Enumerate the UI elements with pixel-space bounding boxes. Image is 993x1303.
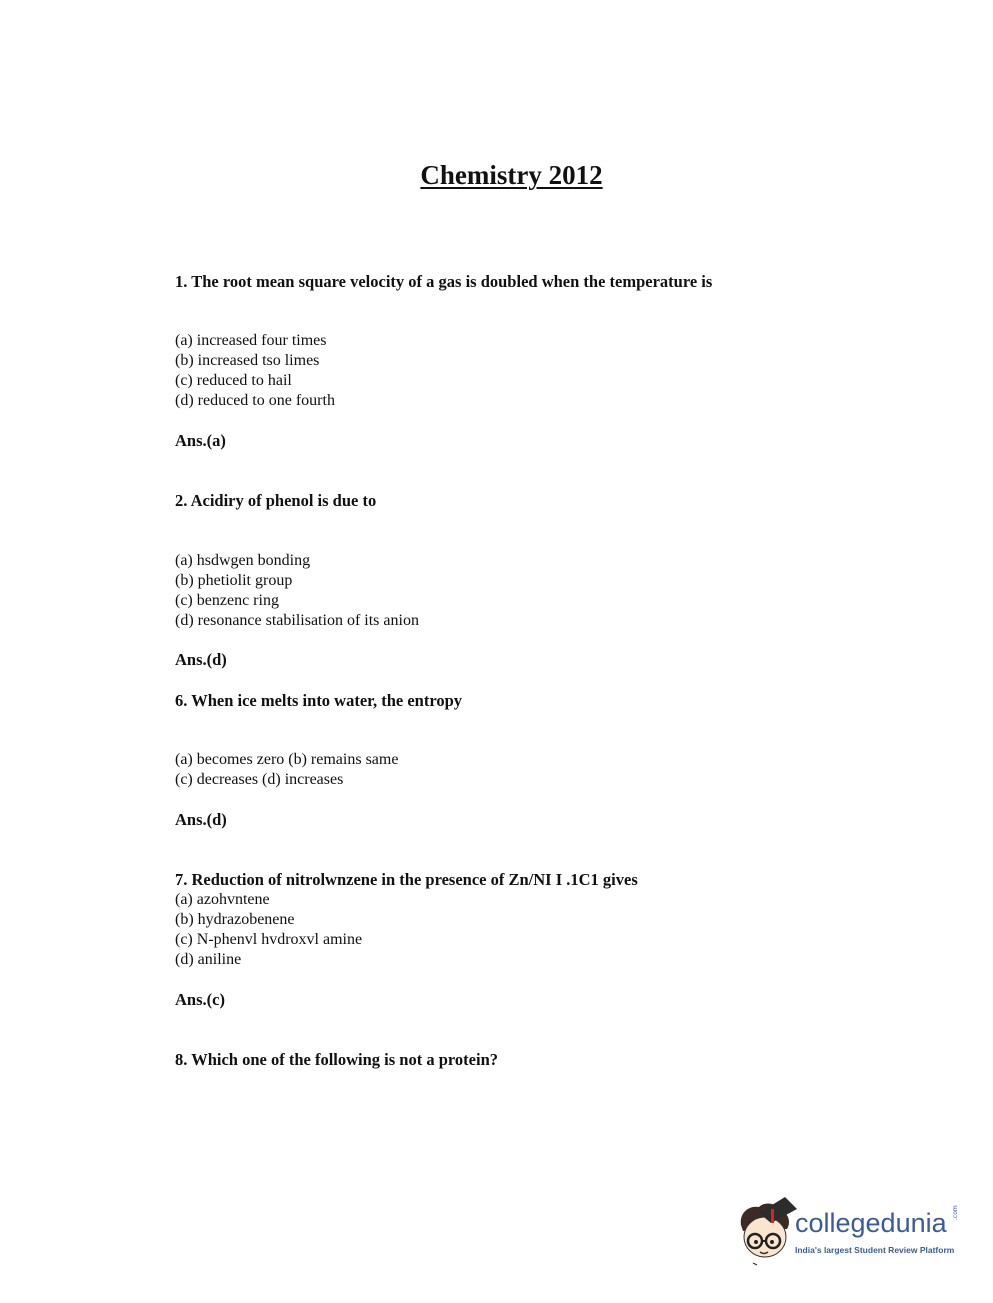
question-7-option-c: (c) N-phenvl hvdroxvl amine [175,931,363,948]
question-6-answer: Ans.(d) [175,810,227,829]
question-2-text: 2. Acidiry of phenol is due to [175,491,377,510]
question-7-option-a: (a) azohvntene [175,891,270,908]
question-1-option-a: (a) increased four times [175,332,327,349]
question-7-text: 7. Reduction of nitrolwnzene in the presence of Zn/NI I .1C1 gives [175,870,638,889]
question-2-option-d: (d) resonance stabilisation of its anion [175,612,419,629]
question-1-answer: Ans.(a) [175,431,226,450]
logo-dotcom: .com [952,1205,959,1220]
question-1-text: 1. The root mean square velocity of a gas is doubled when the temperature is [175,272,713,291]
question-8-text: 8. Which one of the following is not a protein? [175,1050,498,1069]
question-7-option-b: (b) hydrazobenene [175,911,295,928]
page-title: Chemistry 2012 [420,160,603,190]
question-1-option-b: (b) increased tso limes [175,352,320,369]
question-2-option-c: (c) benzenc ring [175,592,279,609]
question-6-text: 6. When ice melts into water, the entropy [175,691,463,710]
question-7-answer: Ans.(c) [175,990,225,1009]
question-2-answer: Ans.(d) [175,650,227,669]
logo-wordmark: collegedunia [795,1208,947,1238]
question-6-option-cd: (c) decreases (d) increases [175,771,344,788]
question-1-option-d: (d) reduced to one fourth [175,392,335,409]
question-2-option-b: (b) phetiolit group [175,572,293,589]
question-1-option-c: (c) reduced to hail [175,372,292,389]
question-7-option-d: (d) aniline [175,951,242,968]
logo-tagline: India's largest Student Review Platform [795,1245,955,1255]
question-6-option-ab: (a) becomes zero (b) remains same [175,751,399,768]
question-2-option-a: (a) hsdwgen bonding [175,552,311,569]
